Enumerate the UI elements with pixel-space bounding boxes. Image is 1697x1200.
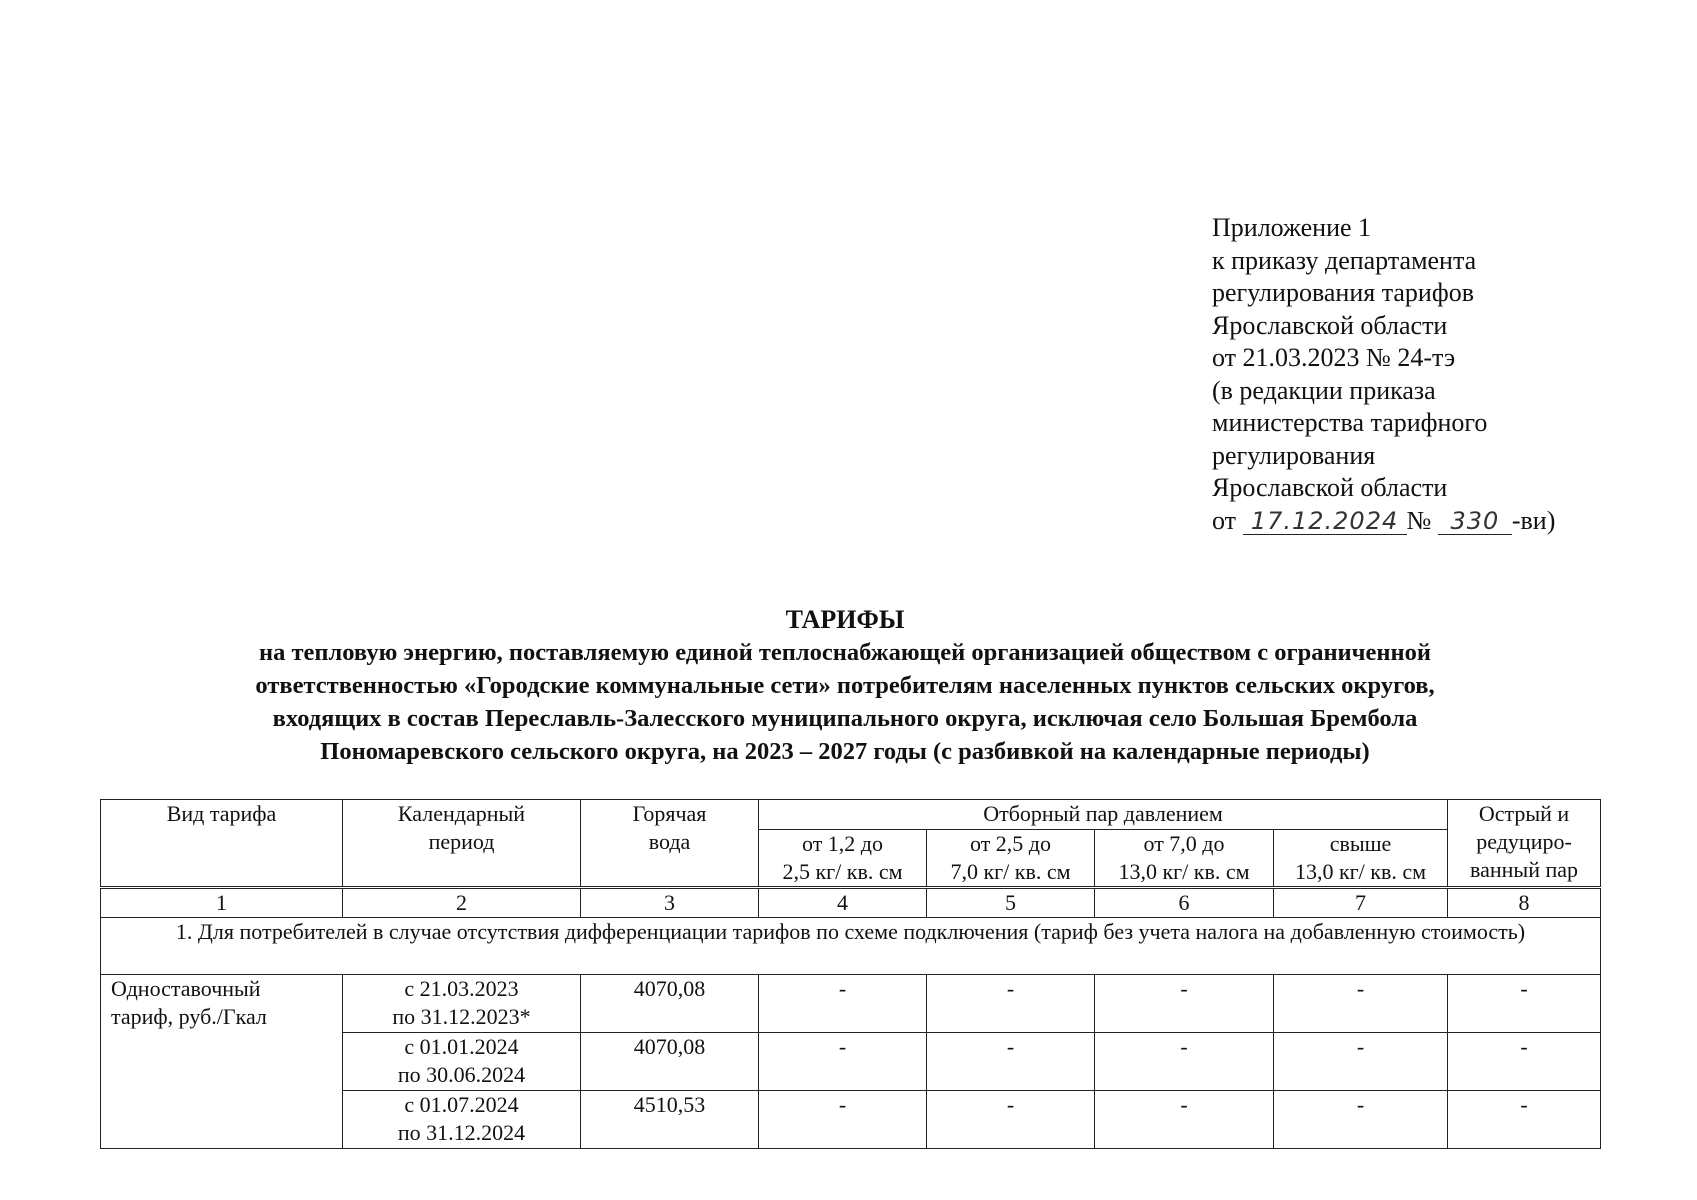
steam-1-cell: - xyxy=(759,1091,927,1149)
period-cell xyxy=(343,975,581,1033)
title-line: Пономаревского сельского округа, на 2023 – 2027 годы (с разбивкой на календарные периоды) xyxy=(320,738,1370,765)
header-steam-3 xyxy=(1095,830,1274,888)
tariff-type-text: тариф, руб./Гкал xyxy=(111,1004,267,1029)
column-number: 5 xyxy=(927,888,1095,918)
header-text: Календарный xyxy=(397,801,526,826)
steam-2-cell: - xyxy=(927,1033,1095,1091)
section-1-heading: 1. Для потребителей в случае отсутствия дифференциации тарифов по схеме подключения (тариф без учета налога на добавленную стоимость) xyxy=(101,918,1601,975)
period-to: по 31.12.2024 xyxy=(397,1120,526,1145)
appendix-line: Приложение 1 xyxy=(1212,213,1372,242)
appendix-line: регулирования xyxy=(1212,440,1376,470)
header-period xyxy=(343,800,581,888)
steam-1-cell: - xyxy=(759,975,927,1033)
appendix-last-line xyxy=(1212,505,1555,538)
steam-3-cell: - xyxy=(1095,1033,1274,1091)
steam-2-cell: - xyxy=(927,975,1095,1033)
header-text: 13,0 кг/ кв. см xyxy=(1118,859,1250,884)
period-to: по 30.06.2024 xyxy=(397,1062,526,1087)
column-numbers-row xyxy=(101,888,1601,918)
steam-3-cell: - xyxy=(1095,1091,1274,1149)
appendix-block xyxy=(1212,212,1555,537)
header-text: Отборный пар давлением xyxy=(983,801,1223,826)
header-text: от 7,0 до xyxy=(1143,831,1225,856)
title-line: на тепловую энергию, поставляемую единой теплоснабжающей организацией обществом с ограниченной xyxy=(259,639,1431,666)
header-text: редуциро- xyxy=(1476,829,1572,854)
header-text: от 1,2 до xyxy=(801,831,884,856)
title-line: ответственностью «Городские коммунальные сети» потребителям населенных пунктов сельских округов, xyxy=(255,672,1435,699)
tariff-type-cell xyxy=(101,975,343,1149)
steam-4-cell: - xyxy=(1274,1091,1448,1149)
appendix-suffix: -ви) xyxy=(1511,505,1556,535)
steam-2-cell: - xyxy=(927,1091,1095,1149)
appendix-line: к приказу департамента xyxy=(1212,245,1477,275)
column-number: 2 xyxy=(343,888,581,918)
header-text: вода xyxy=(648,829,691,854)
header-text: период xyxy=(428,829,495,854)
header-text: 2,5 кг/ кв. см xyxy=(782,859,903,884)
header-text: Вид тарифа xyxy=(166,801,277,826)
hot-water-cell: 4070,08 xyxy=(581,1033,759,1091)
period-to: по 31.12.2023* xyxy=(392,1004,531,1029)
column-number: 4 xyxy=(759,888,927,918)
tariff-table xyxy=(100,799,1601,1149)
column-number: 7 xyxy=(1274,888,1448,918)
title-line: входящих в состав Переславль-Залесского муниципального округа, исключая село Большая Брембола xyxy=(272,705,1418,732)
column-number: 3 xyxy=(581,888,759,918)
document-title xyxy=(80,604,1610,768)
column-number: 8 xyxy=(1448,888,1601,918)
period-cell xyxy=(343,1033,581,1091)
header-steam-4 xyxy=(1274,830,1448,888)
appendix-line: Ярославской области xyxy=(1212,310,1448,340)
header-steam-group xyxy=(759,800,1448,830)
steam-3-cell: - xyxy=(1095,975,1274,1033)
header-sharp-steam xyxy=(1448,800,1601,888)
column-number: 1 xyxy=(101,888,343,918)
header-text: от 2,5 до xyxy=(969,831,1052,856)
number-sign: № xyxy=(1406,505,1432,535)
header-text: Горячая xyxy=(632,801,707,826)
header-steam-2 xyxy=(927,830,1095,888)
header-row xyxy=(101,800,1601,830)
hot-water-cell: 4070,08 xyxy=(581,975,759,1033)
appendix-line: (в редакции приказа xyxy=(1212,375,1436,405)
steam-4-cell: - xyxy=(1274,975,1448,1033)
appendix-prefix: от xyxy=(1212,505,1237,535)
section-row xyxy=(101,918,1601,975)
appendix-line: Ярославской области xyxy=(1212,473,1448,502)
header-text: 13,0 кг/ кв. см xyxy=(1294,859,1427,884)
steam-1-cell: - xyxy=(759,1033,927,1091)
handwritten-date: 17.12.2024 xyxy=(1243,508,1407,535)
sharp-steam-cell: - xyxy=(1448,975,1601,1033)
hot-water-cell: 4510,53 xyxy=(581,1091,759,1149)
appendix-line: министерства тарифного xyxy=(1212,408,1488,437)
title-main: ТАРИФЫ xyxy=(785,605,905,634)
period-from: с 01.07.2024 xyxy=(404,1092,519,1117)
table-row xyxy=(101,975,1601,1033)
handwritten-number: 330 xyxy=(1438,508,1512,535)
appendix-line: от 21.03.2023 № 24-тэ xyxy=(1212,343,1456,372)
header-text: ванный пар xyxy=(1470,857,1579,882)
header-tariff-type xyxy=(101,800,343,888)
sharp-steam-cell: - xyxy=(1448,1033,1601,1091)
header-hot-water xyxy=(581,800,759,888)
tariff-type-text: Одноставочный xyxy=(111,976,261,1001)
period-cell xyxy=(343,1091,581,1149)
header-text: свыше xyxy=(1329,831,1392,856)
sharp-steam-cell: - xyxy=(1448,1091,1601,1149)
period-from: с 01.01.2024 xyxy=(404,1034,519,1059)
header-text: Острый и xyxy=(1478,801,1570,826)
header-text: 7,0 кг/ кв. см xyxy=(950,859,1071,884)
appendix-line: регулирования тарифов xyxy=(1212,278,1474,307)
header-steam-1 xyxy=(759,830,927,888)
period-from: с 21.03.2023 xyxy=(404,976,519,1001)
steam-4-cell: - xyxy=(1274,1033,1448,1091)
column-number: 6 xyxy=(1095,888,1274,918)
